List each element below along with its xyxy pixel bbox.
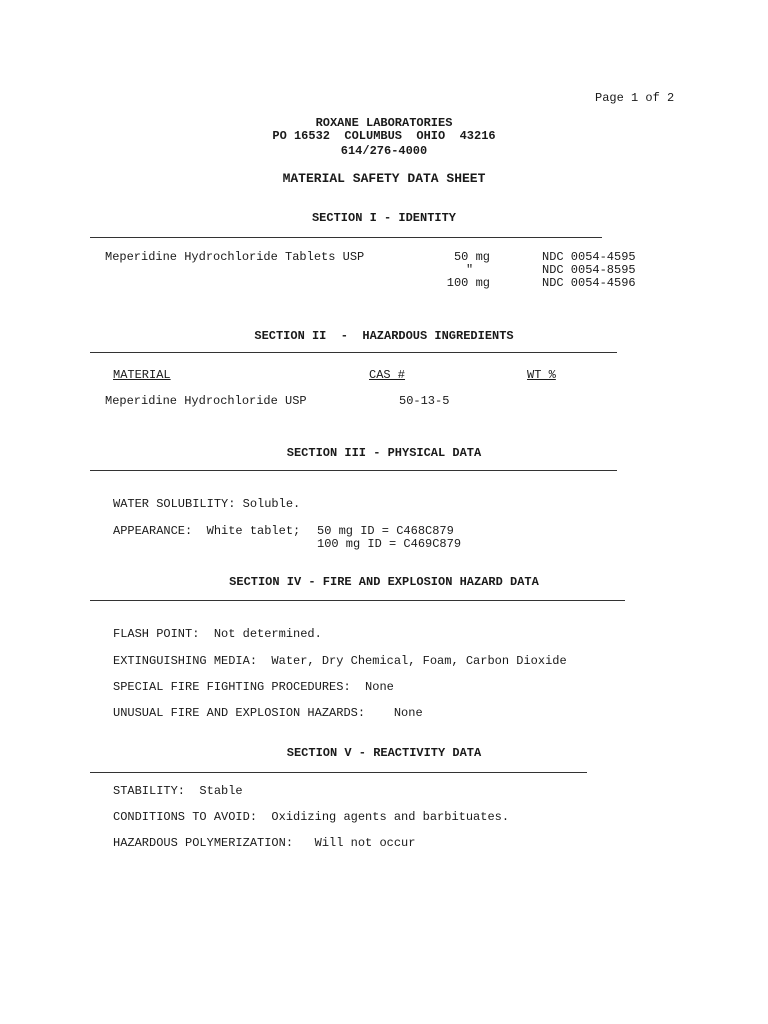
- extinguishing-media: EXTINGUISHING MEDIA: Water, Dry Chemical, Foam, Carbon Dioxide: [113, 654, 567, 668]
- stability: STABILITY: Stable: [113, 784, 243, 798]
- appearance-100mg: 100 mg ID = C469C879: [317, 537, 462, 551]
- strength-row-3: 100 mg: [446, 276, 490, 290]
- company-address: PO 16532 COLUMBUS OHIO 43216: [272, 129, 496, 143]
- company-phone: 614/276-4000: [340, 144, 428, 158]
- flash-point: FLASH POINT: Not determined.: [113, 627, 322, 641]
- section-2-title: SECTION II - HAZARDOUS INGREDIENTS: [254, 329, 514, 343]
- section-3-title: SECTION III - PHYSICAL DATA: [286, 446, 482, 460]
- strength-row-1: 50 mg: [453, 250, 490, 264]
- special-fire-procedures: SPECIAL FIRE FIGHTING PROCEDURES: None: [113, 680, 394, 694]
- section-5-rule: [90, 772, 587, 773]
- ingredient-cas: 50-13-5: [399, 394, 450, 408]
- strength-row-2: ": [466, 263, 474, 277]
- company-name: ROXANE LABORATORIES: [315, 116, 453, 130]
- ingredient-material: Meperidine Hydrochloride USP: [105, 394, 307, 408]
- product-name: Meperidine Hydrochloride Tablets USP: [105, 250, 365, 264]
- section-3-rule: [90, 470, 617, 471]
- column-header-cas: CAS #: [369, 368, 406, 382]
- column-header-material: MATERIAL: [113, 368, 171, 382]
- water-solubility: WATER SOLUBILITY: Soluble.: [113, 497, 301, 511]
- section-1-rule: [90, 237, 602, 238]
- page-number: Page 1 of 2: [595, 91, 675, 105]
- section-4-rule: [90, 600, 625, 601]
- ndc-row-1: NDC 0054-4595: [542, 250, 636, 264]
- section-1-title: SECTION I - IDENTITY: [311, 211, 457, 225]
- section-4-title: SECTION IV - FIRE AND EXPLOSION HAZARD DATA: [229, 575, 539, 589]
- conditions-to-avoid: CONDITIONS TO AVOID: Oxidizing agents and barbituates.: [113, 810, 510, 824]
- appearance-label: APPEARANCE: White tablet;: [113, 524, 301, 538]
- ndc-row-3: NDC 0054-4596: [542, 276, 636, 290]
- column-header-wt: WT %: [527, 368, 556, 382]
- section-5-title: SECTION V - REACTIVITY DATA: [286, 746, 482, 760]
- document-title: MATERIAL SAFETY DATA SHEET: [282, 171, 486, 186]
- appearance-50mg: 50 mg ID = C468C879: [317, 524, 454, 538]
- hazardous-polymerization: HAZARDOUS POLYMERIZATION: Will not occur: [113, 836, 416, 850]
- unusual-fire-hazards: UNUSUAL FIRE AND EXPLOSION HAZARDS: None: [113, 706, 423, 720]
- ndc-row-2: NDC 0054-8595: [542, 263, 636, 277]
- section-2-rule: [90, 352, 617, 353]
